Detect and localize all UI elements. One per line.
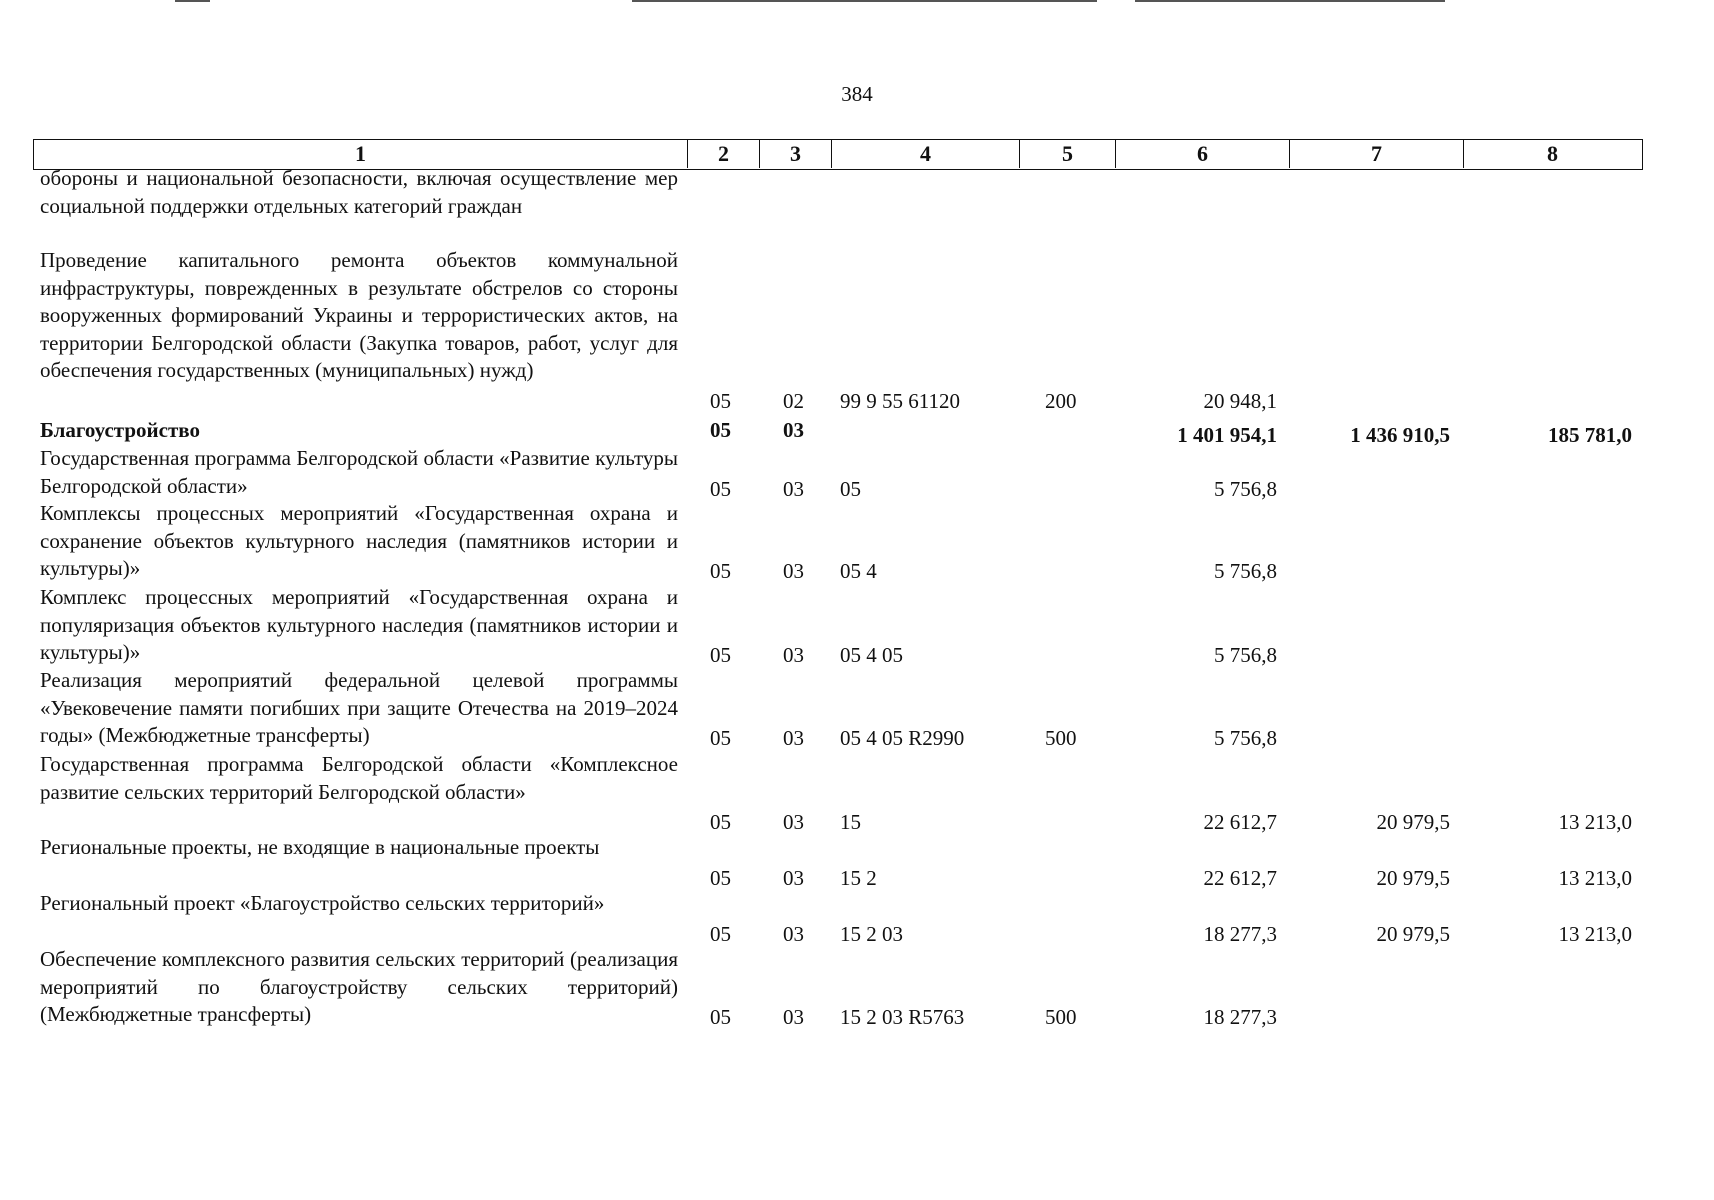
cell-col-8: 185 781,0 xyxy=(1548,423,1632,447)
row-description: Государственная программа Белгородской области «Комплексное развитие сельских территорий Белгородской области» xyxy=(40,752,678,804)
row-description: Комплекс процессных мероприятий «Государственная охрана и популяризация объектов культурного наследия (памятников истории и культуры)» xyxy=(40,585,678,664)
page-number: 384 xyxy=(841,82,873,106)
cell-col-6: 5 756,8 xyxy=(1214,476,1277,501)
cell-col-4: 05 4 xyxy=(840,559,877,583)
cell-col-2: 05 xyxy=(710,921,731,946)
cell-col-2: 05 xyxy=(710,1005,731,1029)
cell-col-3: 03 xyxy=(783,865,804,890)
cell-col-6: 18 277,3 xyxy=(1203,1005,1277,1029)
cell-col-4: 05 xyxy=(840,476,861,501)
row-description: Обеспечение комплексного развития сельских территорий (реализация мероприятий по благоустройству сельских территорий) (Межбюджетные трансферты) xyxy=(40,947,678,1026)
cell-col-4: 15 2 03 R5763 xyxy=(840,1005,965,1029)
row-description: Региональный проект «Благоустройство сельских территорий» xyxy=(40,891,605,915)
scan-edge-line xyxy=(175,0,210,2)
table-header-cell: 8 xyxy=(1547,141,1558,166)
cell-col-4: 15 2 xyxy=(840,865,877,890)
cell-col-2: 05 xyxy=(710,643,731,667)
cell-col-7: 20 979,5 xyxy=(1376,921,1450,946)
cell-col-4: 05 4 05 R2990 xyxy=(840,726,965,750)
table-header-cell: 5 xyxy=(1020,140,1116,168)
row-description: Проведение капитального ремонта объектов коммунальной инфраструктуры, поврежденных в результате обстрелов со стороны вооруженных формирований Украины и террористических актов, на территории Белгородской области (Закупка товаров, работ, услуг для обеспечения государственных (муниципальных) нужд) xyxy=(40,248,678,382)
cell-col-3: 03 xyxy=(783,476,804,501)
cell-col-6: 18 277,3 xyxy=(1203,921,1277,946)
row-description: Благоустройство xyxy=(40,418,200,442)
table-header-cell: 7 xyxy=(1290,140,1464,168)
table-header-cell: 1 xyxy=(34,140,688,168)
cell-col-5: 200 xyxy=(1045,388,1077,413)
cell-col-2: 05 xyxy=(710,559,731,583)
cell-col-6: 5 756,8 xyxy=(1214,726,1277,750)
cell-col-4: 99 9 55 61120 xyxy=(840,388,960,413)
cell-col-8: 13 213,0 xyxy=(1558,810,1632,834)
cell-col-3: 03 xyxy=(783,726,804,750)
row-description: Реализация мероприятий федеральной целевой программы «Увековечение памяти погибших при защите Отечества на 2019–2024 годы» (Межбюджетные трансферты) xyxy=(40,668,678,747)
cell-col-6: 22 612,7 xyxy=(1203,865,1277,890)
table-header-cell: 2 xyxy=(688,140,760,168)
scan-edge-line xyxy=(632,0,1097,2)
cell-col-6: 5 756,8 xyxy=(1214,643,1277,667)
cell-col-3: 03 xyxy=(783,643,804,667)
row-description: обороны и национальной безопасности, включая осуществление мер социальной поддержки отдельных категорий граждан xyxy=(40,166,678,218)
cell-col-4: 15 2 03 xyxy=(840,921,903,946)
row-description: Комплексы процессных мероприятий «Государственная охрана и сохранение объектов культурного наследия (памятников истории и культуры)» xyxy=(40,501,678,580)
cell-col-5: 500 xyxy=(1045,726,1077,750)
cell-col-3: 03 xyxy=(783,559,804,583)
cell-col-2: 05 xyxy=(710,388,731,413)
table-header-cell: 3 xyxy=(760,140,832,168)
cell-col-8: 13 213,0 xyxy=(1558,865,1632,890)
cell-col-3: 02 xyxy=(783,388,804,413)
cell-col-3: 03 xyxy=(783,418,804,442)
cell-col-8: 13 213,0 xyxy=(1558,921,1632,946)
cell-col-5: 500 xyxy=(1045,1005,1077,1029)
cell-col-6: 20 948,1 xyxy=(1203,388,1277,413)
cell-col-7: 20 979,5 xyxy=(1376,865,1450,890)
row-description: Региональные проекты, не входящие в национальные проекты xyxy=(40,835,600,859)
cell-col-2: 05 xyxy=(710,476,731,501)
cell-col-2: 05 xyxy=(710,418,731,442)
cell-col-3: 03 xyxy=(783,810,804,834)
cell-col-3: 03 xyxy=(783,921,804,946)
cell-col-7: 1 436 910,5 xyxy=(1350,423,1450,447)
scan-edge-line xyxy=(1135,0,1445,2)
cell-col-6: 5 756,8 xyxy=(1214,559,1277,583)
table-header-cell: 4 xyxy=(832,140,1020,168)
cell-col-2: 05 xyxy=(710,726,731,750)
table-header-cell: 6 xyxy=(1116,140,1290,168)
cell-col-2: 05 xyxy=(710,865,731,890)
cell-col-4: 05 4 05 xyxy=(840,643,903,667)
row-description: Государственная программа Белгородской области «Развитие культуры Белгородской области» xyxy=(40,446,678,498)
cell-col-4: 15 xyxy=(840,810,861,834)
cell-col-6: 1 401 954,1 xyxy=(1177,423,1277,447)
cell-col-6: 22 612,7 xyxy=(1203,810,1277,834)
cell-col-7: 20 979,5 xyxy=(1376,810,1450,834)
cell-col-2: 05 xyxy=(710,810,731,834)
cell-col-3: 03 xyxy=(783,1005,804,1029)
